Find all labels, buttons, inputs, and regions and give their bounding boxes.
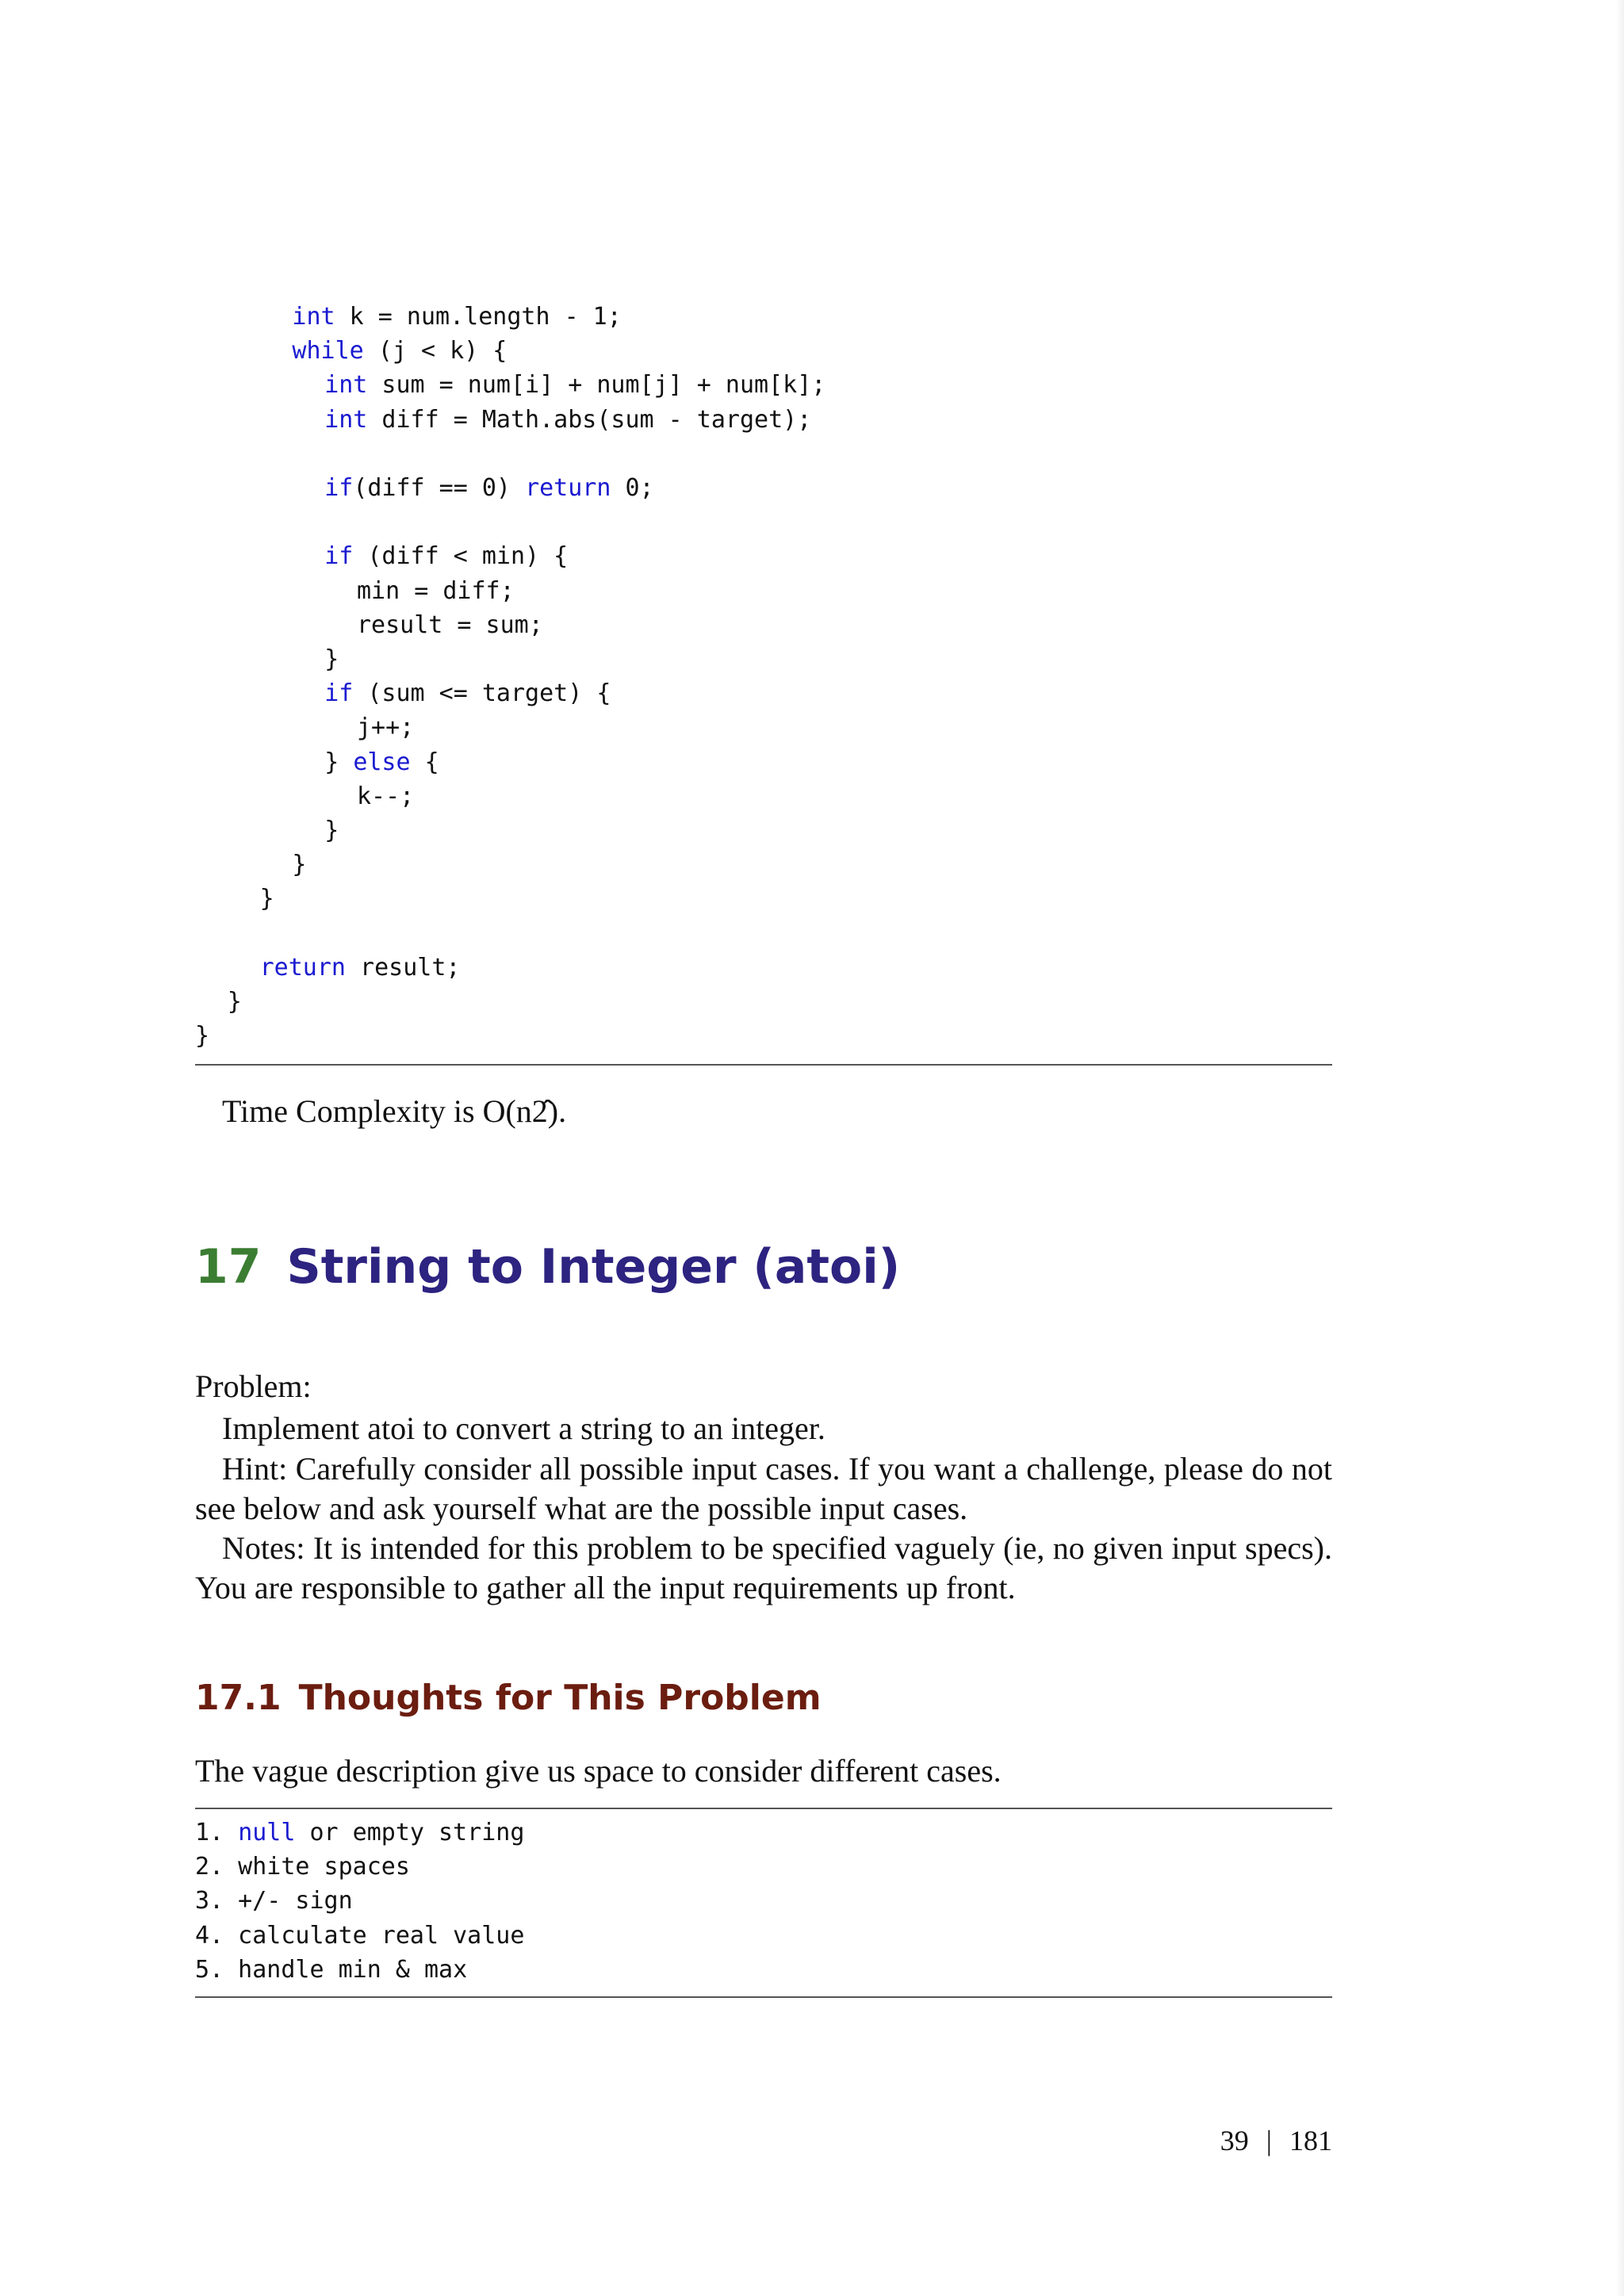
code-line xyxy=(228,985,242,1019)
code-line xyxy=(357,574,515,608)
code-line xyxy=(195,1919,524,1953)
cases-listing-top-rule xyxy=(195,1808,1332,1809)
cases-listing-bottom-rule xyxy=(195,1996,1332,1998)
code-text: } xyxy=(227,988,242,1016)
problem-hint: Hint: Carefully consider all possible input cases. If you want a challenge, please do not see below and ask yourself what are the possible input cases. xyxy=(195,1451,1332,1526)
code-text: 1. xyxy=(195,1819,239,1846)
complexity-note: Time Complexity is O(n2̂). xyxy=(222,1093,567,1129)
code-text: } xyxy=(259,885,274,913)
code-text: { xyxy=(410,748,439,776)
code-line xyxy=(324,642,339,676)
code-text: (sum <= target) { xyxy=(353,679,611,708)
page-edge-shadow xyxy=(1616,0,1624,2296)
code-text: 4. calculate real value xyxy=(195,1921,525,1950)
code-line xyxy=(357,608,543,642)
problem-statement: Implement atoi to convert a string to an integer. xyxy=(222,1410,825,1446)
code-text: diff = Math.abs(sum - target); xyxy=(367,405,812,434)
code-text: } xyxy=(292,851,307,879)
code-text: or empty string xyxy=(295,1819,525,1846)
code-keyword: int xyxy=(324,371,368,400)
code-line xyxy=(324,676,611,710)
code-text: 5. handle min & max xyxy=(195,1955,468,1984)
code-listing-bottom-rule xyxy=(195,1064,1332,1066)
subsection-title: Thoughts for This Problem xyxy=(298,1678,822,1718)
code-keyword: int xyxy=(292,303,335,331)
page-total: 181 xyxy=(1289,2125,1332,2156)
code-line xyxy=(195,1884,353,1918)
problem-notes: Notes: It is intended for this problem to be specified vaguely (ie, no given input specs). You are responsible to gather all the input requirements up front. xyxy=(195,1530,1332,1605)
code-keyword: if xyxy=(324,679,354,708)
code-line xyxy=(292,848,306,882)
code-line xyxy=(357,779,414,813)
code-text: (diff == 0) xyxy=(353,474,526,502)
code-text: result = sum; xyxy=(357,610,543,639)
code-text: } xyxy=(324,817,339,844)
code-text: (j < k) { xyxy=(363,337,508,365)
code-line xyxy=(324,403,811,437)
code-keyword: if xyxy=(324,474,354,502)
code-text: k = num.length - 1; xyxy=(335,303,622,331)
subsection-number: 17.1 xyxy=(195,1678,282,1718)
code-line xyxy=(260,882,274,916)
problem-label: Problem: xyxy=(195,1368,312,1404)
code-keyword: return xyxy=(525,474,611,502)
code-keyword: null xyxy=(238,1819,296,1846)
code-keyword: return xyxy=(259,953,346,982)
code-line xyxy=(324,813,339,848)
code-text: 0; xyxy=(611,474,654,502)
page-separator: | xyxy=(1266,2125,1272,2156)
code-text: } xyxy=(324,645,339,673)
code-line xyxy=(324,539,568,573)
code-keyword: while xyxy=(292,337,364,365)
code-line xyxy=(195,1953,467,1987)
code-text: 3. +/- sign xyxy=(195,1887,353,1915)
code-text: sum = num[i] + num[j] + num[k]; xyxy=(367,371,826,400)
code-text: j++; xyxy=(357,714,415,742)
thoughts-intro: The vague description give us space to consider different cases. xyxy=(195,1753,1002,1789)
code-line xyxy=(195,1019,209,1053)
code-line xyxy=(324,368,825,402)
section-number: 17 xyxy=(195,1239,262,1295)
code-text: 2. white spaces xyxy=(195,1853,410,1881)
code-text: k--; xyxy=(357,782,415,810)
code-line xyxy=(292,334,507,368)
section-title: String to Integer (atoi) xyxy=(286,1239,901,1295)
subsection-heading xyxy=(195,1676,822,1720)
section-heading xyxy=(195,1237,900,1297)
code-text: min = diff; xyxy=(357,576,515,605)
code-text: } xyxy=(195,1022,210,1050)
code-line xyxy=(357,710,414,744)
code-text: } xyxy=(324,748,354,776)
code-line xyxy=(195,1850,410,1884)
page-footer xyxy=(1220,2123,1332,2158)
code-line xyxy=(260,951,461,985)
code-keyword: if xyxy=(324,542,354,571)
page-number: 39 xyxy=(1220,2125,1249,2156)
code-keyword: else xyxy=(353,748,411,776)
code-line xyxy=(195,1816,524,1850)
code-text: (diff < min) { xyxy=(353,542,569,571)
code-line xyxy=(324,745,439,779)
code-line xyxy=(324,471,653,505)
code-line xyxy=(292,300,621,334)
code-keyword: int xyxy=(324,405,368,434)
code-text: result; xyxy=(345,953,461,982)
